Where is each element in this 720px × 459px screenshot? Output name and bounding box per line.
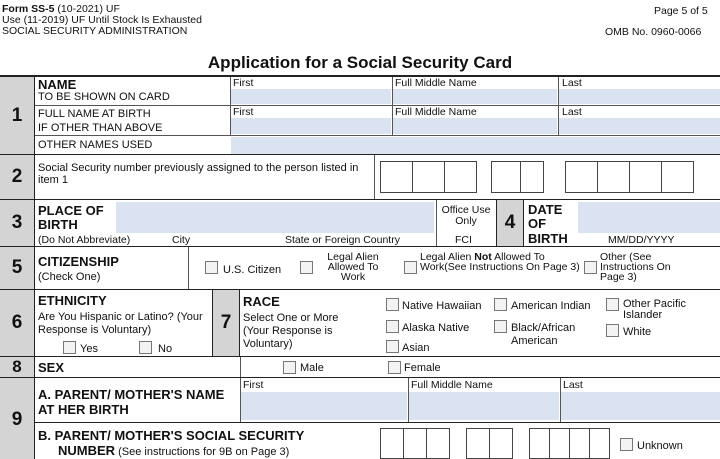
mother-col-middle: Full Middle Name bbox=[411, 379, 493, 391]
name-sublabel: TO BE SHOWN ON CARD bbox=[38, 91, 170, 103]
page-number: Page 5 of 5 bbox=[654, 5, 708, 17]
legal-alien-work-label: Legal Alien Allowed To Work bbox=[327, 251, 379, 283]
birth-name-sublabel: IF OTHER THAN ABOVE bbox=[38, 122, 163, 134]
hispanic-question: Are You Hispanic or Latino? (Your Response is Voluntary) bbox=[38, 311, 203, 336]
native-hawaiian-checkbox[interactable] bbox=[386, 298, 399, 311]
dob-label: DATE bbox=[528, 202, 563, 217]
birth-name-label: FULL NAME AT BIRTH bbox=[38, 108, 151, 120]
fci-label: FCI bbox=[455, 234, 472, 246]
other-names-input[interactable] bbox=[231, 137, 720, 154]
male-label: Male bbox=[300, 362, 324, 374]
col-last-birth: Last bbox=[562, 106, 582, 118]
item-number: 5 bbox=[0, 247, 35, 289]
ssn-digit-box[interactable] bbox=[444, 161, 477, 193]
legal-alien-not-work-checkbox[interactable] bbox=[404, 261, 417, 274]
other-pacific-islander-checkbox[interactable] bbox=[606, 298, 619, 311]
row-citizenship bbox=[0, 247, 720, 290]
prior-ssn-label: Social Security number previously assigned to the person listed in item 1 bbox=[38, 162, 359, 186]
mother-name-label: A. PARENT/ MOTHER'S NAME AT HER BIRTH bbox=[38, 387, 225, 417]
col-first-birth: First bbox=[233, 106, 254, 118]
item-number: 3 bbox=[0, 200, 35, 246]
race-label: RACE bbox=[243, 294, 280, 309]
ssn-digit-box[interactable] bbox=[661, 161, 694, 193]
black-african-american-label: Black/African American bbox=[511, 322, 576, 347]
birth-last-input[interactable] bbox=[559, 118, 720, 134]
mother-ssn-digit-box[interactable] bbox=[589, 428, 610, 459]
ssn-digit-box[interactable] bbox=[412, 161, 445, 193]
ssn-digit-box[interactable] bbox=[565, 161, 598, 193]
alaska-native-label: Alaska Native bbox=[402, 322, 470, 334]
hispanic-yes-label: Yes bbox=[80, 343, 98, 355]
name-label: NAME bbox=[38, 77, 77, 92]
page-title: Application for a Social Security Card bbox=[207, 53, 513, 72]
hispanic-yes-checkbox[interactable] bbox=[63, 341, 76, 354]
place-of-birth-label: PLACE OF bbox=[38, 203, 104, 218]
name-last-input[interactable] bbox=[559, 89, 720, 104]
mother-ssn-digit-box[interactable] bbox=[426, 428, 450, 459]
other-pacific-islander-label: Other Pacific Islander bbox=[623, 298, 686, 321]
mother-ssn-unknown-checkbox[interactable] bbox=[620, 438, 633, 451]
race-sublabel: Select One or More (Your Response is Voluntary) bbox=[243, 312, 339, 350]
hispanic-no-checkbox[interactable] bbox=[139, 341, 152, 354]
place-of-birth-input[interactable] bbox=[116, 202, 434, 233]
mother-ssn-digit-box[interactable] bbox=[569, 428, 590, 459]
legal-alien-not-work-label: Legal Alien Not Allowed To Work(See Instructions On Page 3) bbox=[420, 251, 580, 273]
citizenship-label: CITIZENSHIP bbox=[38, 254, 119, 269]
item-number: 4 bbox=[496, 200, 524, 246]
item-number: 1 bbox=[0, 77, 35, 154]
male-checkbox[interactable] bbox=[283, 361, 296, 374]
ssn-digit-box[interactable] bbox=[520, 161, 544, 193]
mother-ssn-digit-box[interactable] bbox=[529, 428, 550, 459]
american-indian-checkbox[interactable] bbox=[494, 298, 507, 311]
no-abbreviate-note: (Do Not Abbreviate) bbox=[38, 234, 131, 246]
form-id: Form SS-5 (10-2021) UF bbox=[2, 3, 120, 15]
dob-input[interactable] bbox=[578, 202, 720, 233]
item-number: 9 bbox=[0, 378, 35, 459]
black-african-american-checkbox[interactable] bbox=[494, 320, 507, 333]
dob-label-3: BIRTH bbox=[528, 231, 568, 246]
other-citizenship-label: Other (See Instructions On Page 3) bbox=[600, 251, 671, 283]
ssn-digit-box[interactable] bbox=[597, 161, 630, 193]
mother-ssn-digit-box[interactable] bbox=[403, 428, 427, 459]
dob-format: MM/DD/YYYY bbox=[608, 234, 675, 246]
white-checkbox[interactable] bbox=[606, 324, 619, 337]
place-of-birth-label-2: BIRTH bbox=[38, 217, 78, 232]
asian-checkbox[interactable] bbox=[386, 340, 399, 353]
native-hawaiian-label: Native Hawaiian bbox=[402, 300, 482, 312]
mother-ssn-label: B. PARENT/ MOTHER'S SOCIAL SECURITY bbox=[38, 428, 305, 443]
col-last: Last bbox=[562, 77, 582, 89]
agency-name: SOCIAL SECURITY ADMINISTRATION bbox=[2, 25, 188, 37]
us-citizen-checkbox[interactable] bbox=[205, 261, 218, 274]
ssn-digit-box[interactable] bbox=[491, 161, 521, 193]
ethnicity-label: ETHNICITY bbox=[38, 293, 107, 308]
state-label: State or Foreign Country bbox=[285, 234, 400, 246]
col-middle: Full Middle Name bbox=[395, 77, 477, 89]
us-citizen-label: U.S. Citizen bbox=[223, 264, 282, 276]
female-label: Female bbox=[404, 362, 441, 374]
mother-ssn-digit-box[interactable] bbox=[489, 428, 513, 459]
mother-col-last: Last bbox=[563, 379, 583, 391]
row-ethnicity-race bbox=[0, 290, 720, 357]
mother-ssn-number-label: NUMBER (See instructions for 9B on Page 3) bbox=[58, 443, 290, 458]
legal-alien-work-checkbox[interactable] bbox=[300, 261, 313, 274]
item-number: 2 bbox=[0, 155, 35, 199]
check-one-note: (Check One) bbox=[38, 271, 101, 283]
mother-ssn-digit-box[interactable] bbox=[549, 428, 570, 459]
birth-first-input[interactable] bbox=[231, 118, 391, 134]
city-label: City bbox=[172, 234, 191, 246]
other-names-label: OTHER NAMES USED bbox=[38, 139, 153, 151]
item-number: 7 bbox=[212, 290, 240, 356]
mother-middle-input[interactable] bbox=[409, 392, 559, 420]
row-prior-ssn bbox=[0, 155, 720, 200]
use-line: Use (11-2019) UF Until Stock Is Exhausted bbox=[2, 14, 202, 26]
name-middle-input[interactable] bbox=[393, 89, 557, 104]
sex-label: SEX bbox=[38, 360, 65, 375]
office-use-label: Office Use Only bbox=[441, 204, 491, 227]
asian-label: Asian bbox=[402, 342, 430, 354]
american-indian-label: American Indian bbox=[511, 300, 591, 312]
ssn-digit-box[interactable] bbox=[629, 161, 662, 193]
alaska-native-checkbox[interactable] bbox=[386, 320, 399, 333]
omb-number: OMB No. 0960-0066 bbox=[605, 26, 702, 38]
row-sex bbox=[0, 357, 720, 378]
item-number: 6 bbox=[0, 290, 35, 356]
row-name bbox=[0, 77, 720, 155]
item-number: 8 bbox=[0, 357, 35, 377]
birth-middle-input[interactable] bbox=[393, 118, 557, 134]
mother-ssn-digit-box[interactable] bbox=[466, 428, 490, 459]
mother-ssn-unknown-label: Unknown bbox=[637, 440, 683, 452]
mother-ssn-digit-box[interactable] bbox=[380, 428, 404, 459]
mother-last-input[interactable] bbox=[561, 392, 720, 420]
female-checkbox[interactable] bbox=[388, 361, 401, 374]
application-form bbox=[0, 75, 720, 459]
name-first-input[interactable] bbox=[231, 89, 391, 104]
mother-first-input[interactable] bbox=[241, 392, 407, 420]
row-birth bbox=[0, 200, 720, 247]
col-first: First bbox=[233, 77, 254, 89]
mother-col-first: First bbox=[243, 379, 264, 391]
col-middle-birth: Full Middle Name bbox=[395, 106, 477, 118]
row-parent-mother bbox=[0, 378, 720, 459]
hispanic-no-label: No bbox=[158, 343, 173, 355]
ssn-digit-box[interactable] bbox=[380, 161, 413, 193]
white-label: White bbox=[623, 326, 652, 338]
dob-label-2: OF bbox=[528, 216, 547, 231]
other-citizenship-checkbox[interactable] bbox=[584, 261, 597, 274]
